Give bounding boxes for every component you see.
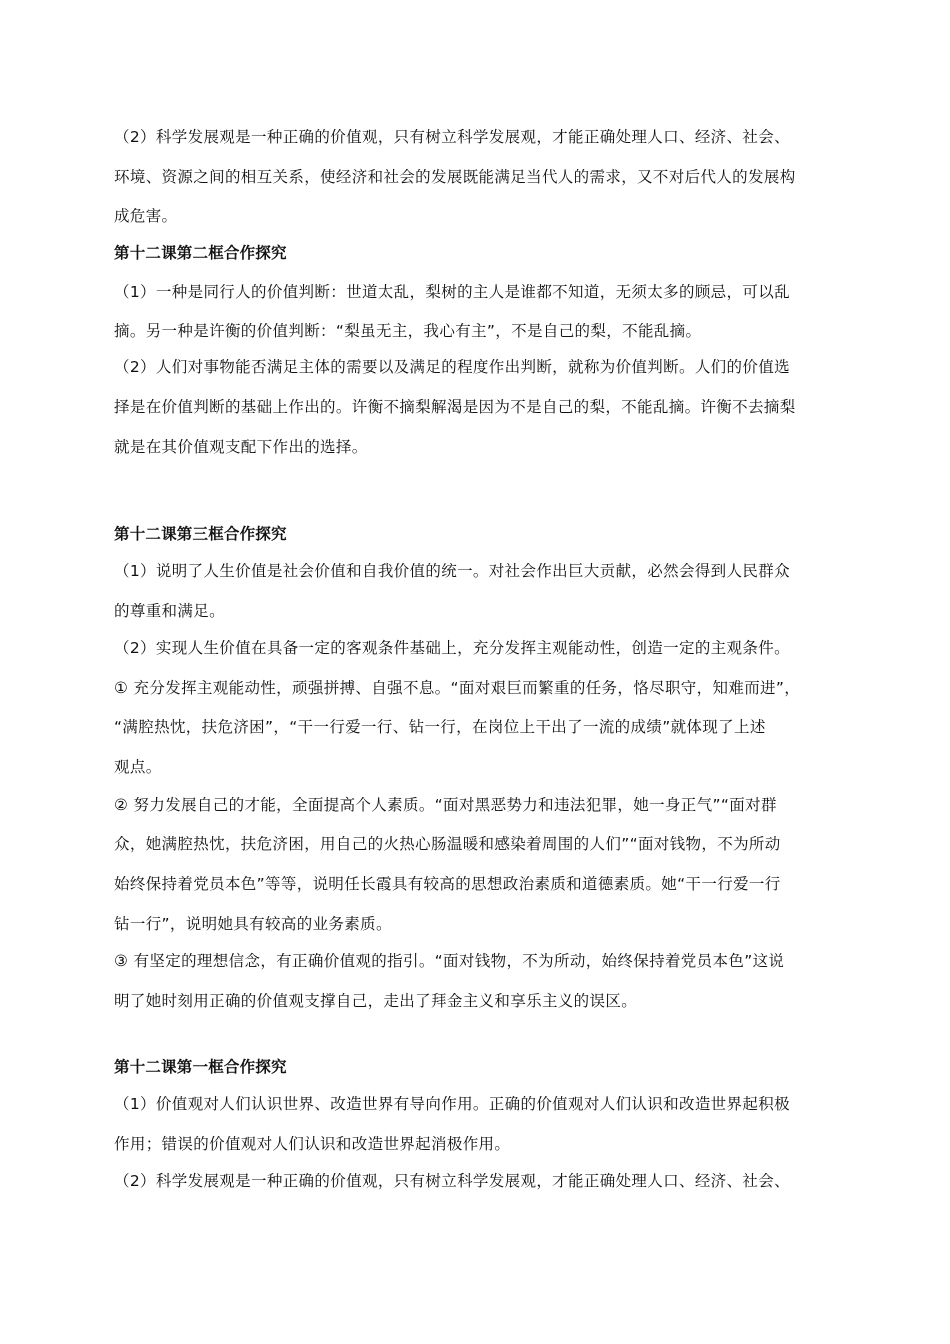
- section-heading: 第十二课第二框合作探究: [114, 244, 287, 262]
- paragraph-line: 的尊重和满足。: [114, 602, 225, 620]
- paragraph-line: ① 充分发挥主观能动性，顽强拼搏、自强不息。“面对艰巨而繁重的任务，恪尽职守，知难而进”，: [114, 679, 801, 697]
- paragraph-line: 择是在价值判断的基础上作出的。许衡不摘梨解渴是因为不是自己的梨，不能乱摘。许衡不去摘梨: [114, 398, 796, 416]
- paragraph-line: 观点。: [114, 758, 162, 776]
- paragraph-line: 成危害。: [114, 207, 178, 225]
- paragraph-line: （2）科学发展观是一种正确的价值观，只有树立科学发展观，才能正确处理人口、经济、社会、: [114, 1172, 790, 1190]
- paragraph-line: 摘。另一种是许衡的价值判断：“梨虽无主，我心有主”，不是自己的梨，不能乱摘。: [114, 322, 702, 340]
- paragraph-line: （2）科学发展观是一种正确的价值观，只有树立科学发展观，才能正确处理人口、经济、社会、: [114, 128, 790, 146]
- paragraph-line: 钻一行”，说明她具有较高的业务素质。: [114, 915, 392, 933]
- paragraph-line: “满腔热忱，扶危济困”，“干一行爱一行、钻一行，在岗位上干出了一流的成绩”就体现了上述: [114, 718, 766, 736]
- paragraph-line: （1）说明了人生价值是社会价值和自我价值的统一。对社会作出巨大贡献，必然会得到人民群众: [114, 562, 790, 580]
- section-heading: 第十二课第一框合作探究: [114, 1058, 287, 1076]
- paragraph-line: ② 努力发展自己的才能，全面提高个人素质。“面对黑恶势力和违法犯罪，她一身正气”“面对群: [114, 796, 777, 814]
- paragraph-line: 环境、资源之间的相互关系，使经济和社会的发展既能满足当代人的需求，又不对后代人的发展构: [114, 168, 796, 186]
- paragraph-line: 众，她满腔热忱，扶危济困，用自己的火热心肠温暖和感染着周围的人们”“面对钱物，不为所动: [114, 835, 781, 853]
- paragraph-line: 就是在其价值观支配下作出的选择。: [114, 438, 368, 456]
- paragraph-line: 始终保持着党员本色”等等，说明任长霞具有较高的思想政治素质和道德素质。她“干一行爱一行: [114, 875, 781, 893]
- paragraph-line: ③ 有坚定的理想信念，有正确价值观的指引。“面对钱物，不为所动，始终保持着党员本色”这说: [114, 952, 785, 970]
- section-heading: 第十二课第三框合作探究: [114, 525, 287, 543]
- paragraph-line: （2）人们对事物能否满足主体的需要以及满足的程度作出判断，就称为价值判断。人们的价值选: [114, 358, 790, 376]
- paragraph-line: （1）一种是同行人的价值判断：世道太乱，梨树的主人是谁都不知道，无须太多的顾忌，可以乱: [114, 283, 790, 301]
- paragraph-line: （1）价值观对人们认识世界、改造世界有导向作用。正确的价值观对人们认识和改造世界起积极: [114, 1095, 790, 1113]
- paragraph-line: 作用；错误的价值观对人们认识和改造世界起消极作用。: [114, 1135, 511, 1153]
- paragraph-line: 明了她时刻用正确的价值观支撑自己，走出了拜金主义和享乐主义的误区。: [114, 992, 638, 1010]
- paragraph-line: （2）实现人生价值在具备一定的客观条件基础上，充分发挥主观能动性，创造一定的主观条件。: [114, 639, 790, 657]
